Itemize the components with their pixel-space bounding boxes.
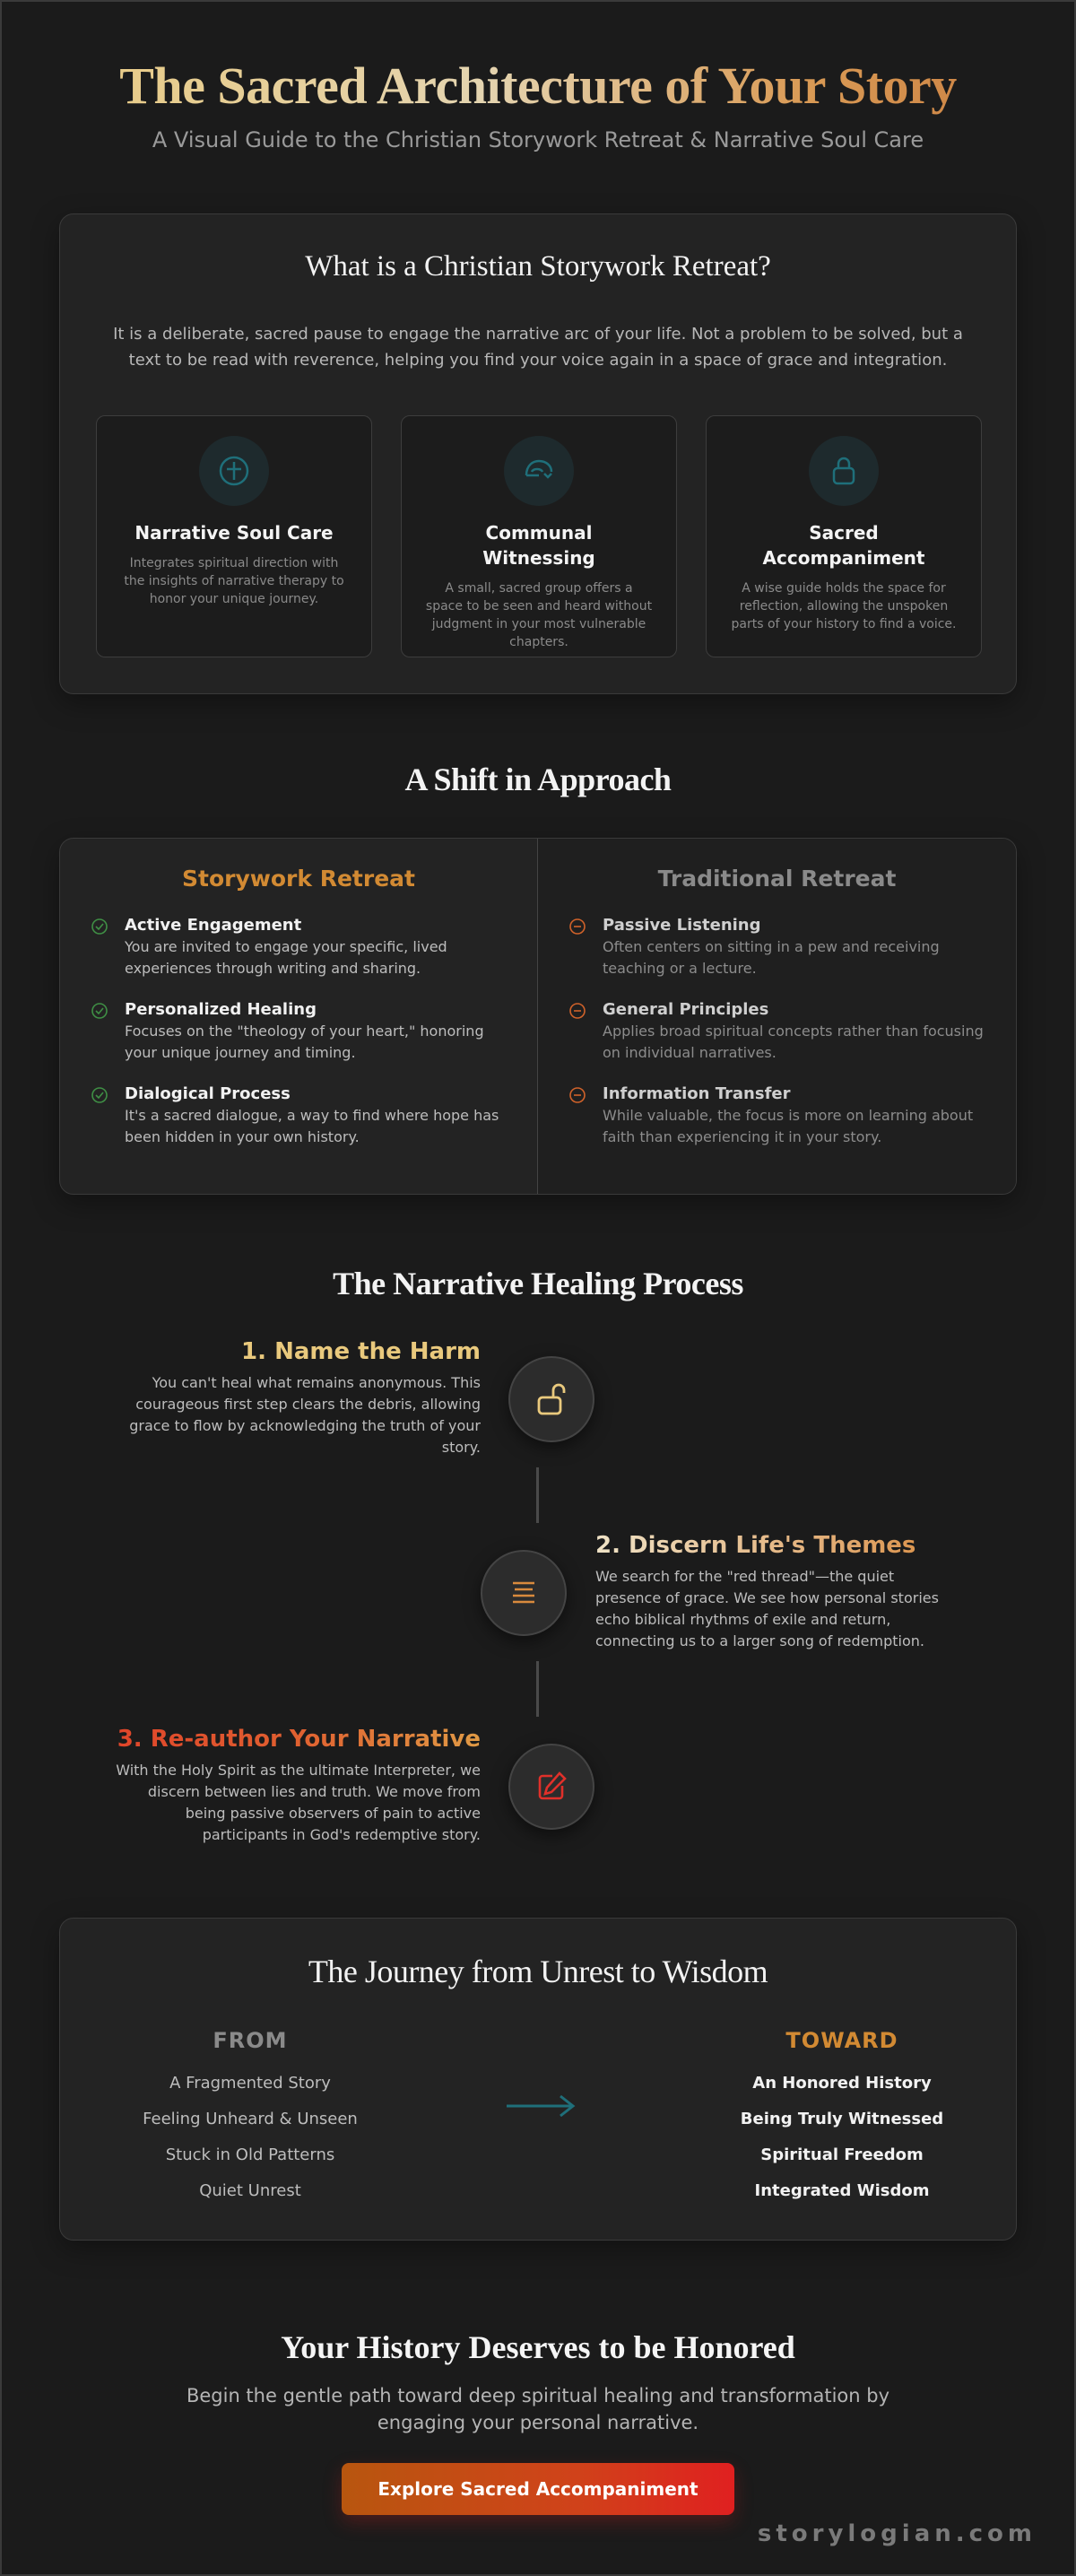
pillar-text: A wise guide holds the space for reflection, allowing the unspoken parts of your history to find a voice. bbox=[731, 581, 957, 631]
list-item bbox=[91, 999, 507, 1064]
pillar-title: Sacred Accompaniment bbox=[762, 522, 925, 569]
list-item bbox=[568, 915, 985, 979]
what-is-lead: It is a deliberate, sacred pause to engage the narrative arc of your life. Not a problem to be solved, but a text to be read with reverence, helping you find your voice again in a space of grace and integration. bbox=[113, 325, 963, 370]
from-heading: FROM bbox=[213, 2028, 288, 2053]
pillars bbox=[96, 415, 982, 657]
page-subtitle: A Visual Guide to the Christian Storywork Retreat & Narrative Soul Care bbox=[152, 127, 924, 152]
cta-title: Your History Deserves to be Honored bbox=[281, 2329, 795, 2365]
page-title: The Sacred Architecture of Your Story bbox=[0, 54, 1076, 118]
toward-column bbox=[681, 2028, 1003, 2209]
list-item: Spiritual Freedom bbox=[760, 2145, 924, 2164]
hand-heart-icon bbox=[504, 436, 574, 506]
what-is-card bbox=[59, 213, 1017, 694]
unlock-icon bbox=[508, 1356, 594, 1442]
item-text: Often centers on sitting in a pew and receiving teaching or a lecture. bbox=[603, 938, 940, 977]
step-title: 3. Re-author Your Narrative bbox=[113, 1724, 481, 1754]
pillar-text: A small, sacred group offers a space to be seen and heard without judgment in your most vulnerable chapters. bbox=[425, 581, 653, 649]
process-step-1 bbox=[113, 1336, 481, 1458]
what-is-title: What is a Christian Storywork Retreat? bbox=[305, 250, 771, 283]
list-item bbox=[568, 999, 985, 1064]
pillar-narrative-soul-care bbox=[96, 415, 372, 657]
pillar-sacred-accompaniment bbox=[706, 415, 982, 657]
list-item bbox=[91, 1083, 507, 1148]
check-circle-icon bbox=[91, 1002, 108, 1020]
explore-sacred-accompaniment-button[interactable]: Explore Sacred Accompaniment bbox=[342, 2463, 734, 2515]
storywork-column bbox=[60, 839, 538, 1194]
journey-card bbox=[59, 1918, 1017, 2241]
item-title: Active Engagement bbox=[125, 916, 302, 935]
minus-circle-icon bbox=[568, 1002, 586, 1020]
traditional-heading: Traditional Retreat bbox=[657, 866, 897, 892]
pen-square-icon bbox=[508, 1744, 594, 1830]
list-item: Quiet Unrest bbox=[199, 2181, 301, 2200]
item-text: You are invited to engage your specific, lived experiences through writing and sharing. bbox=[125, 938, 447, 977]
process-title: The Narrative Healing Process bbox=[333, 1266, 743, 1301]
item-title: Passive Listening bbox=[603, 916, 761, 935]
cross-circle-icon bbox=[199, 436, 269, 506]
item-text: It's a sacred dialogue, a way to find where hope has been hidden in your own history. bbox=[125, 1107, 499, 1145]
journey-title: The Journey from Unrest to Wisdom bbox=[308, 1954, 768, 1989]
item-text: Applies broad spiritual concepts rather than focusing on individual narratives. bbox=[603, 1023, 984, 1061]
list-item bbox=[91, 915, 507, 979]
comparison-table bbox=[59, 838, 1017, 1195]
list-item: Integrated Wisdom bbox=[754, 2181, 930, 2200]
traditional-column bbox=[538, 839, 1016, 1194]
item-title: Personalized Healing bbox=[125, 1000, 317, 1019]
cta-subtitle: Begin the gentle path toward deep spiritual healing and transformation by engaging your personal narrative. bbox=[186, 2385, 890, 2433]
list-item: A Fragmented Story bbox=[169, 2074, 331, 2093]
check-circle-icon bbox=[91, 1086, 108, 1104]
toward-heading: TOWARD bbox=[785, 2028, 898, 2053]
process-step-2 bbox=[595, 1530, 963, 1652]
step-text: We search for the "red thread"—the quiet presence of grace. We see how personal stories echo biblical rhythms of exile and return, connecting us to a larger song of redemption. bbox=[595, 1568, 939, 1649]
item-title: General Principles bbox=[603, 1000, 769, 1019]
list-item: Being Truly Witnessed bbox=[740, 2110, 944, 2128]
pillar-communal-witnessing bbox=[401, 415, 677, 657]
storywork-heading: Storywork Retreat bbox=[182, 866, 415, 892]
lock-icon bbox=[809, 436, 879, 506]
list-item: Feeling Unheard & Unseen bbox=[143, 2110, 358, 2128]
shift-title: A Shift in Approach bbox=[404, 761, 672, 797]
check-circle-icon bbox=[91, 918, 108, 936]
pillar-title: Communal Witnessing bbox=[482, 522, 595, 569]
item-title: Dialogical Process bbox=[125, 1084, 291, 1103]
item-text: Focuses on the "theology of your heart," honoring your unique journey and timing. bbox=[125, 1023, 484, 1061]
minus-circle-icon bbox=[568, 1086, 586, 1104]
from-column bbox=[89, 2028, 412, 2209]
step-text: You can't heal what remains anonymous. This courageous first step clears the debris, allowing grace to flow by acknowledging the truth of your story. bbox=[129, 1374, 481, 1456]
item-title: Information Transfer bbox=[603, 1084, 791, 1103]
minus-circle-icon bbox=[568, 918, 586, 936]
item-text: While valuable, the focus is more on learning about faith than experiencing it in your story. bbox=[603, 1107, 974, 1145]
step-title: 2. Discern Life's Themes bbox=[595, 1530, 963, 1561]
lines-icon bbox=[481, 1550, 567, 1636]
list-item: An Honored History bbox=[752, 2074, 932, 2093]
pillar-text: Integrates spiritual direction with the insights of narrative therapy to honor your unique journey. bbox=[124, 556, 344, 606]
pillar-title: Narrative Soul Care bbox=[134, 522, 334, 544]
brand-watermark: storylogian.com bbox=[757, 2520, 1037, 2547]
hero bbox=[0, 54, 1076, 152]
step-title: 1. Name the Harm bbox=[241, 1338, 481, 1365]
process-step-3 bbox=[113, 1724, 481, 1846]
timeline-connector bbox=[536, 1467, 539, 1523]
list-item: Stuck in Old Patterns bbox=[165, 2145, 335, 2164]
arrow-right-icon bbox=[505, 2093, 577, 2119]
list-item bbox=[568, 1083, 985, 1148]
timeline-connector bbox=[536, 1661, 539, 1717]
step-text: With the Holy Spirit as the ultimate Interpreter, we discern between lies and truth. We move from being passive observers of pain to active participants in God's redemptive story. bbox=[116, 1762, 481, 1843]
